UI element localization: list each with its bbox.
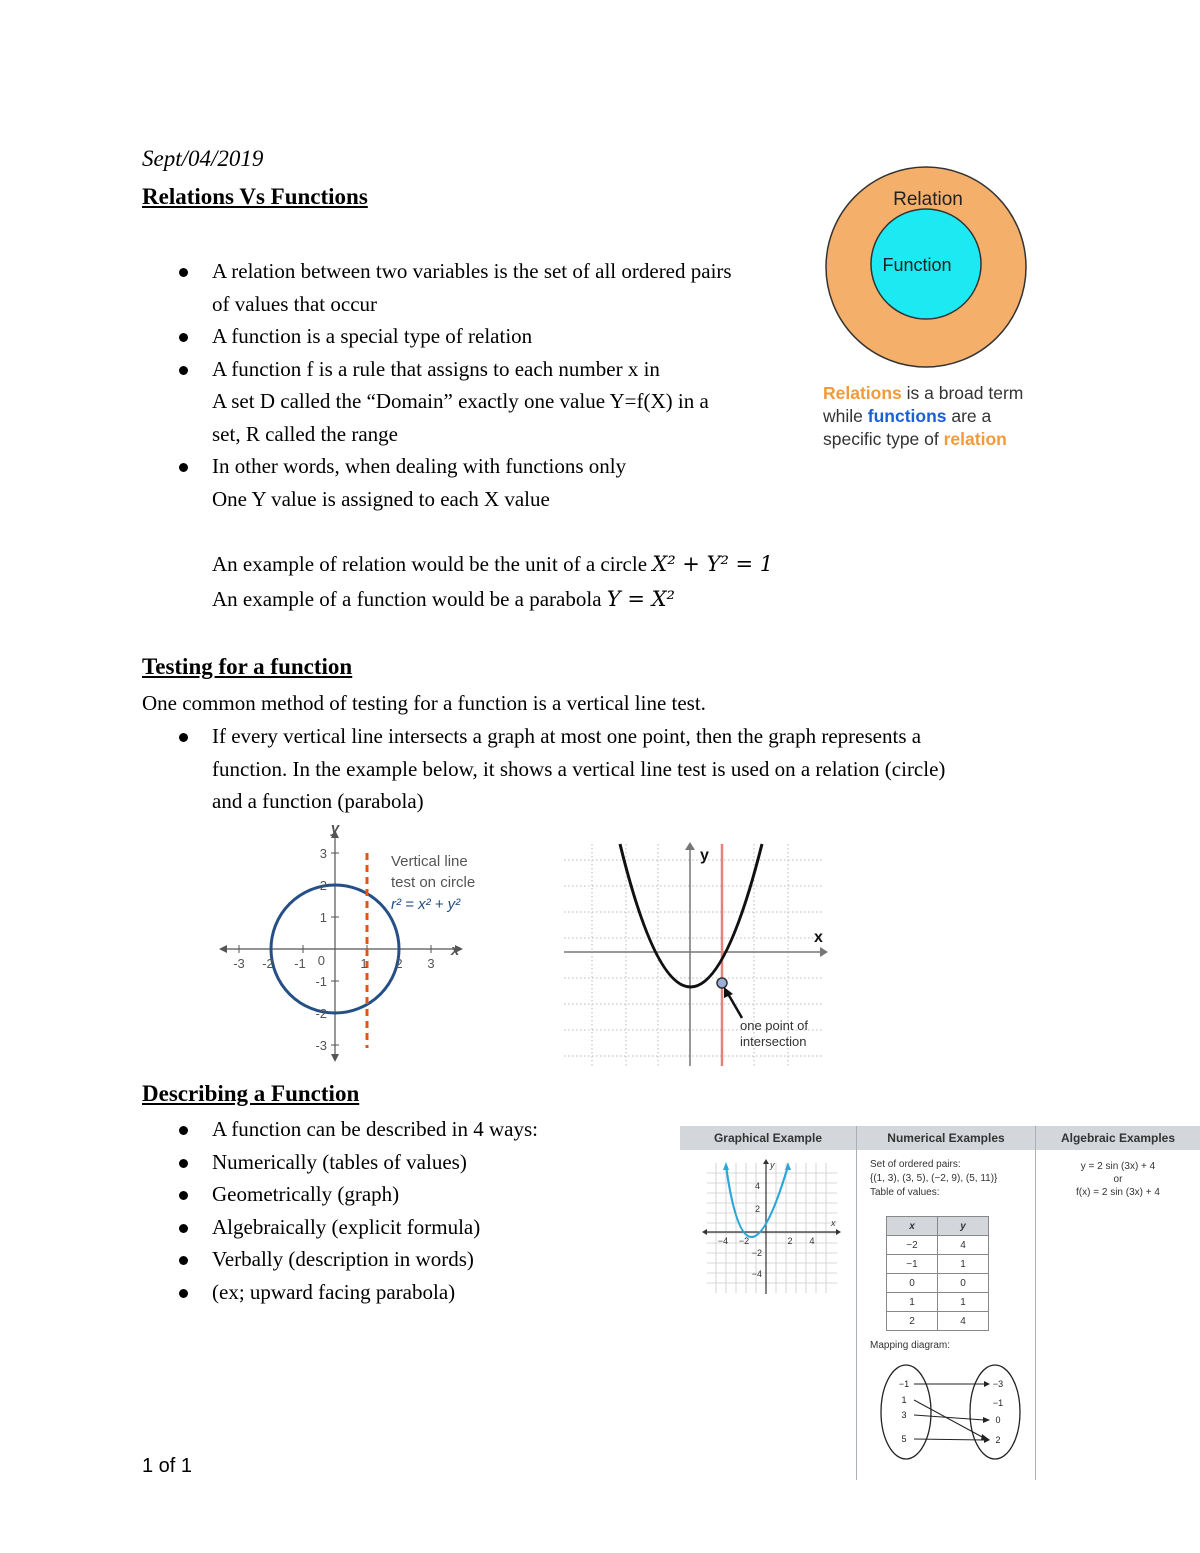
graph-x-tick: −4 bbox=[717, 1236, 729, 1246]
circle-graph-x-label: x bbox=[451, 942, 460, 959]
circle-annotation-line1: Vertical line bbox=[391, 853, 468, 870]
venn-caption: Relations is a broad term while functions are a specific type of relation bbox=[823, 383, 1024, 449]
y-tick-label: 3 bbox=[319, 846, 327, 861]
mapping-right-value: −1 bbox=[992, 1398, 1004, 1408]
date-line: Sept/04/2019 bbox=[142, 146, 264, 171]
section-title-describing: Describing a Function bbox=[142, 1081, 360, 1106]
circle-graph-origin: 0 bbox=[317, 953, 325, 968]
graph-y-tick: −2 bbox=[751, 1248, 762, 1258]
algebraic-examples-block: y = 2 sin (3x) + 4 or f(x) = 2 sin (3x) + 4 bbox=[1076, 1161, 1160, 1198]
parabola-equation: Y = X² bbox=[606, 587, 675, 611]
graphical-example-curve bbox=[726, 1166, 788, 1237]
circle-graph-y-label: y bbox=[330, 820, 340, 837]
relations-bullet-list bbox=[142, 255, 822, 515]
testing-bullet-list bbox=[142, 720, 1062, 818]
parabola-annotation-line2: intersection bbox=[740, 1034, 807, 1049]
values-cell: 4 bbox=[938, 1312, 989, 1331]
parabola-curve bbox=[620, 844, 762, 987]
y-tick-label: 2 bbox=[319, 878, 327, 893]
graphical-example-plot bbox=[702, 1158, 842, 1298]
x-tick-label: 1 bbox=[360, 956, 368, 971]
bullet-other-words: In other words, when dealing with functions only One Y value is assigned to each X value bbox=[142, 450, 822, 515]
mapping-left-value: 3 bbox=[901, 1410, 907, 1420]
section-title-relations: Relations Vs Functions bbox=[142, 184, 368, 209]
y-tick-label: -3 bbox=[315, 1038, 327, 1053]
mapping-diagram bbox=[878, 1362, 1033, 1462]
bullet-four-ways: A function can be described in 4 ways: bbox=[142, 1113, 642, 1146]
y-tick-label: 1 bbox=[319, 910, 327, 925]
bullet-verbally: Verbally (description in words) bbox=[142, 1243, 642, 1276]
values-cell: 2 bbox=[887, 1312, 938, 1331]
y-tick-label: -1 bbox=[315, 974, 327, 989]
bullet-function-rule: A function f is a rule that assigns to each number x in A set D called the “Domain” exactly one value Y=f(X) in a set, R called the range bbox=[142, 353, 822, 451]
values-cell: 0 bbox=[887, 1274, 938, 1293]
mapping-left-value: 5 bbox=[901, 1434, 907, 1444]
x-tick-label: -2 bbox=[262, 956, 274, 971]
graph-x-tick: 2 bbox=[787, 1236, 793, 1246]
parabola-x-label: x bbox=[814, 929, 823, 946]
graph-y-tick: −4 bbox=[751, 1269, 762, 1279]
header-algebraic: Algebraic Examples bbox=[1060, 1131, 1176, 1145]
header-numerical: Numerical Examples bbox=[887, 1131, 1005, 1145]
examples-table bbox=[680, 1126, 1200, 1480]
bullet-geometrically: Geometrically (graph) bbox=[142, 1178, 642, 1211]
mapping-diagram-label: Mapping diagram: bbox=[870, 1340, 951, 1351]
function-label: Function bbox=[882, 255, 952, 275]
mapping-left-value: −1 bbox=[898, 1379, 910, 1389]
graph-x-tick: 4 bbox=[809, 1236, 815, 1246]
bullet-vertical-line: If every vertical line intersects a graph at most one point, then the graph represents a function. In the example below, it shows a vertical line test is used on a relation (circle) and a function (parabola) bbox=[142, 720, 1062, 818]
values-cell: 1 bbox=[938, 1255, 989, 1274]
graph-y-axis-label: y bbox=[770, 1160, 775, 1170]
ordered-pairs-block: Set of ordered pairs: {(1, 3), (3, 5), (−2, 9), (5, 11)} Table of values: bbox=[870, 1159, 998, 1198]
x-tick-label: 2 bbox=[395, 956, 403, 971]
bullet-relation-def: A relation between two variables is the set of all ordered pairs of values that occur bbox=[142, 255, 822, 320]
circle-annotation-equation: r² = x² + y² bbox=[391, 896, 461, 913]
x-tick-label: 3 bbox=[427, 956, 435, 971]
y-tick-label: -2 bbox=[315, 1006, 327, 1021]
values-cell: 4 bbox=[938, 1236, 989, 1255]
parabola-y-label: y bbox=[700, 847, 709, 864]
circle-equation: X² + Y² = 1 bbox=[652, 552, 774, 576]
mapping-right-value: 0 bbox=[995, 1415, 1001, 1425]
values-header-y: y bbox=[938, 1217, 989, 1236]
values-cell: 0 bbox=[938, 1274, 989, 1293]
bullet-algebraically: Algebraically (explicit formula) bbox=[142, 1211, 642, 1244]
x-tick-label: -3 bbox=[233, 956, 245, 971]
mapping-right-value: 2 bbox=[995, 1435, 1001, 1445]
page-number: 1 of 1 bbox=[142, 1455, 193, 1477]
values-cell: −2 bbox=[887, 1236, 938, 1255]
parabola-annotation-line1: one point of bbox=[740, 1018, 808, 1033]
values-cell: −1 bbox=[887, 1255, 938, 1274]
intersection-point bbox=[717, 978, 727, 988]
values-cell: 1 bbox=[938, 1293, 989, 1312]
bullet-numerically: Numerically (tables of values) bbox=[142, 1146, 642, 1179]
parabola-vertical-line-graph bbox=[560, 840, 835, 1068]
describing-bullet-list bbox=[142, 1113, 642, 1308]
values-table bbox=[886, 1216, 989, 1331]
graph-x-axis-label: x bbox=[831, 1218, 836, 1228]
circle-annotation-line2: test on circle bbox=[391, 874, 476, 891]
testing-intro: One common method of testing for a function is a vertical line test. bbox=[142, 691, 706, 715]
example-relation-line: An example of relation would be the unit of a circle X² + Y² = 1 bbox=[212, 552, 774, 576]
x-tick-label: -1 bbox=[294, 956, 306, 971]
mapping-right-value: −3 bbox=[992, 1379, 1004, 1389]
bullet-function-type: A function is a special type of relation bbox=[142, 320, 822, 353]
graph-y-tick: 2 bbox=[754, 1204, 760, 1214]
mapping-left-value: 1 bbox=[901, 1395, 907, 1405]
bullet-example-parabola: (ex; upward facing parabola) bbox=[142, 1276, 642, 1309]
relation-label: Relation bbox=[893, 189, 963, 210]
circle-vertical-line-graph bbox=[215, 818, 485, 1063]
values-header-x: x bbox=[887, 1217, 938, 1236]
header-graphical: Graphical Example bbox=[713, 1131, 823, 1145]
example-function-line: An example of a function would be a parabola Y = X² bbox=[212, 587, 675, 611]
values-cell: 1 bbox=[887, 1293, 938, 1312]
section-title-testing: Testing for a function bbox=[142, 654, 353, 679]
graph-x-tick: −2 bbox=[738, 1236, 750, 1246]
graph-y-tick: 4 bbox=[754, 1181, 760, 1191]
